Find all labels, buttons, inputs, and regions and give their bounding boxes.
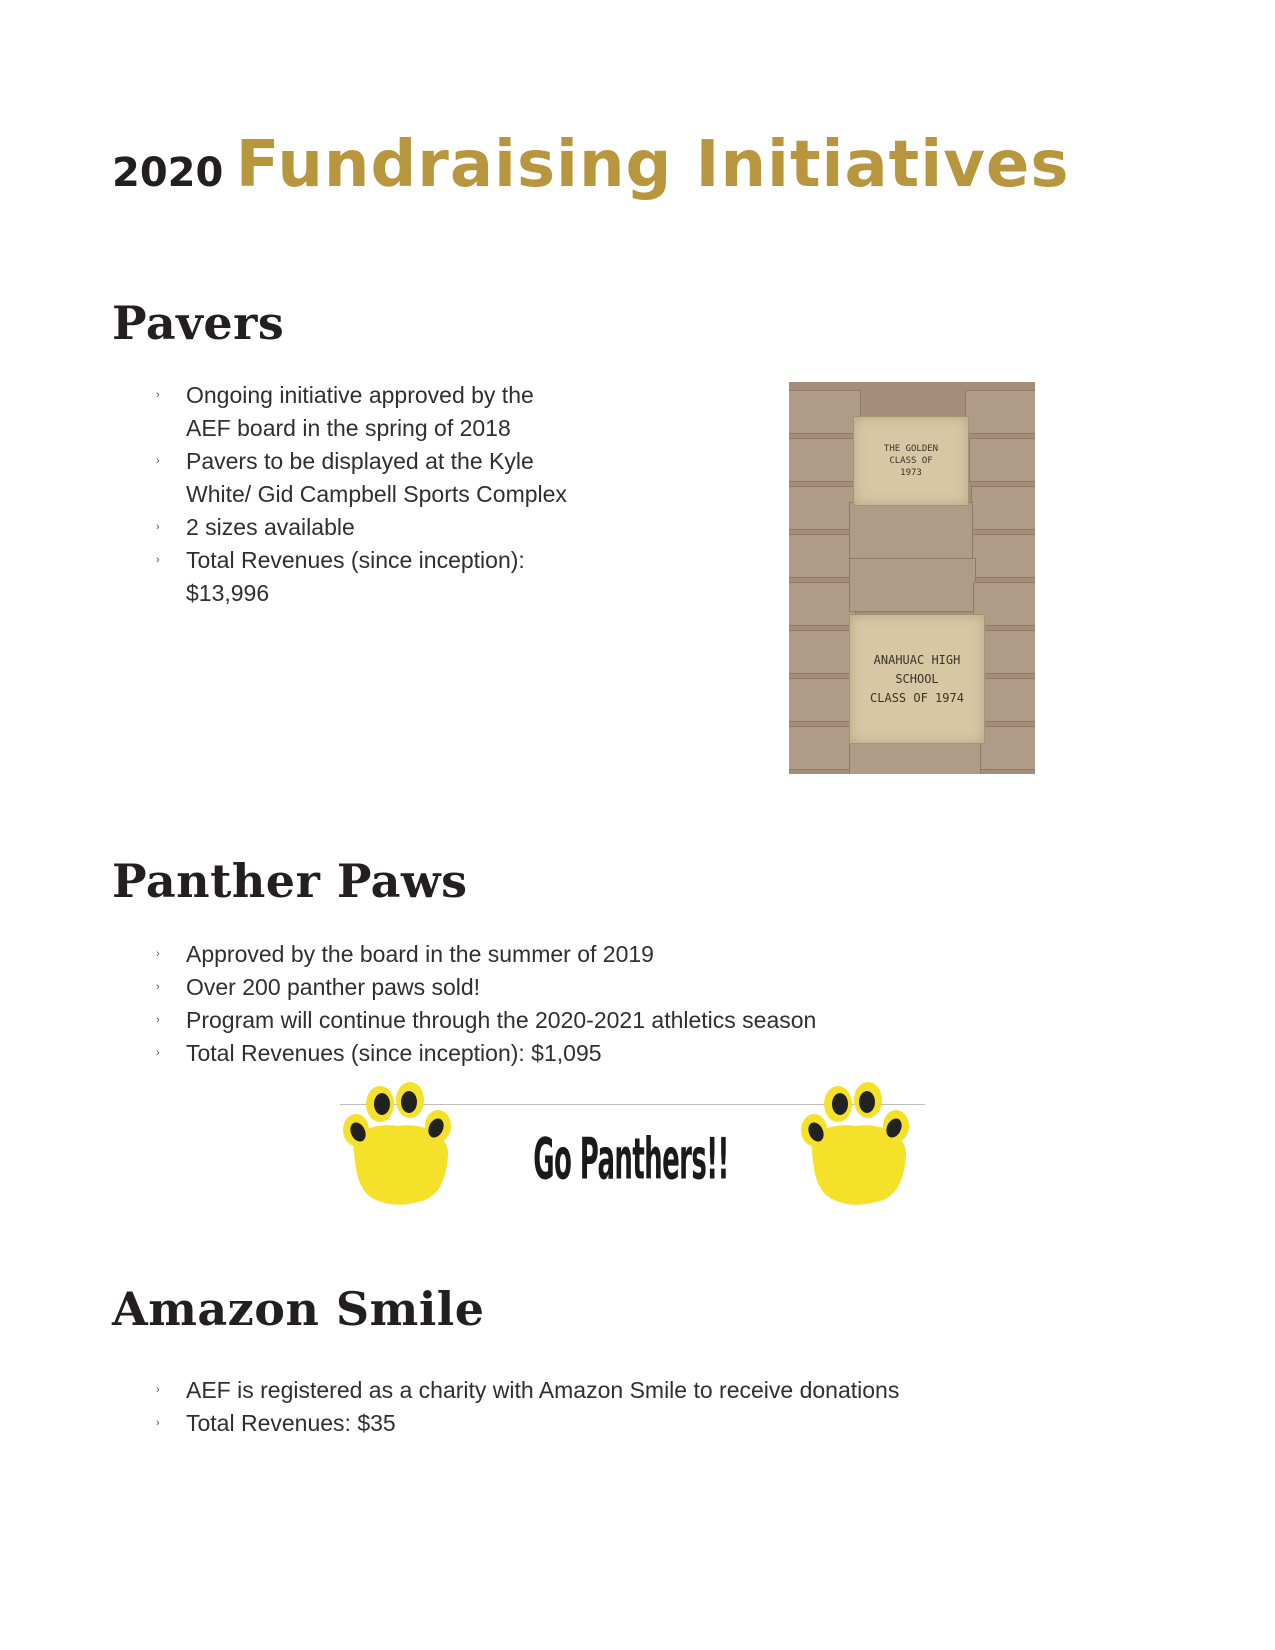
list-item: › Total Revenues (since inception): $1,095 xyxy=(156,1037,956,1070)
go-panthers-banner xyxy=(340,1082,925,1217)
paw-print-icon xyxy=(798,1082,916,1212)
list-item: › Ongoing initiative approved by the AEF board in the spring of 2018 xyxy=(156,379,576,445)
list-item: › 2 sizes available xyxy=(156,511,576,544)
list-item: › Over 200 panther paws sold! xyxy=(156,971,956,1004)
amazon-smile-heading: Amazon Smile xyxy=(112,1282,485,1336)
amazon-smile-bullet-list xyxy=(156,1374,1056,1440)
bullet-marker: › xyxy=(156,981,160,993)
list-item: › Program will continue through the 2020-2021 athletics season xyxy=(156,1004,956,1037)
bullet-marker: › xyxy=(156,1014,160,1026)
paver-stone-bottom: ANAHUAC HIGH SCHOOL CLASS OF 1974 xyxy=(849,614,985,744)
list-item: › Approved by the board in the summer of 2019 xyxy=(156,938,956,971)
pavers-bullet-list xyxy=(156,379,576,610)
list-item: › AEF is registered as a charity with Amazon Smile to receive donations xyxy=(156,1374,1056,1407)
bullet-marker: › xyxy=(156,1384,160,1396)
list-item: › Total Revenues: $35 xyxy=(156,1407,1056,1440)
title-year: 2020 xyxy=(112,150,224,196)
bullet-marker: › xyxy=(156,554,160,566)
pavers-heading: Pavers xyxy=(112,296,285,350)
page-title xyxy=(112,128,1069,202)
go-panthers-text: Go Panthers!! xyxy=(533,1124,729,1192)
bullet-marker: › xyxy=(156,521,160,533)
paver-photo xyxy=(789,382,1035,774)
bullet-marker: › xyxy=(156,948,160,960)
list-item: › Total Revenues (since inception): $13,996 xyxy=(156,544,576,610)
title-main: Fundraising Initiatives xyxy=(235,128,1070,202)
bullet-marker: › xyxy=(156,1047,160,1059)
bullet-marker: › xyxy=(156,389,160,401)
bullet-marker: › xyxy=(156,455,160,467)
bullet-marker: › xyxy=(156,1417,160,1429)
list-item: › Pavers to be displayed at the Kyle White/ Gid Campbell Sports Complex xyxy=(156,445,576,511)
paver-stone-top: THE GOLDEN CLASS OF 1973 xyxy=(853,416,969,506)
panther-paws-heading: Panther Paws xyxy=(112,854,468,908)
panther-paws-bullet-list xyxy=(156,938,956,1070)
paw-print-icon xyxy=(340,1082,458,1212)
